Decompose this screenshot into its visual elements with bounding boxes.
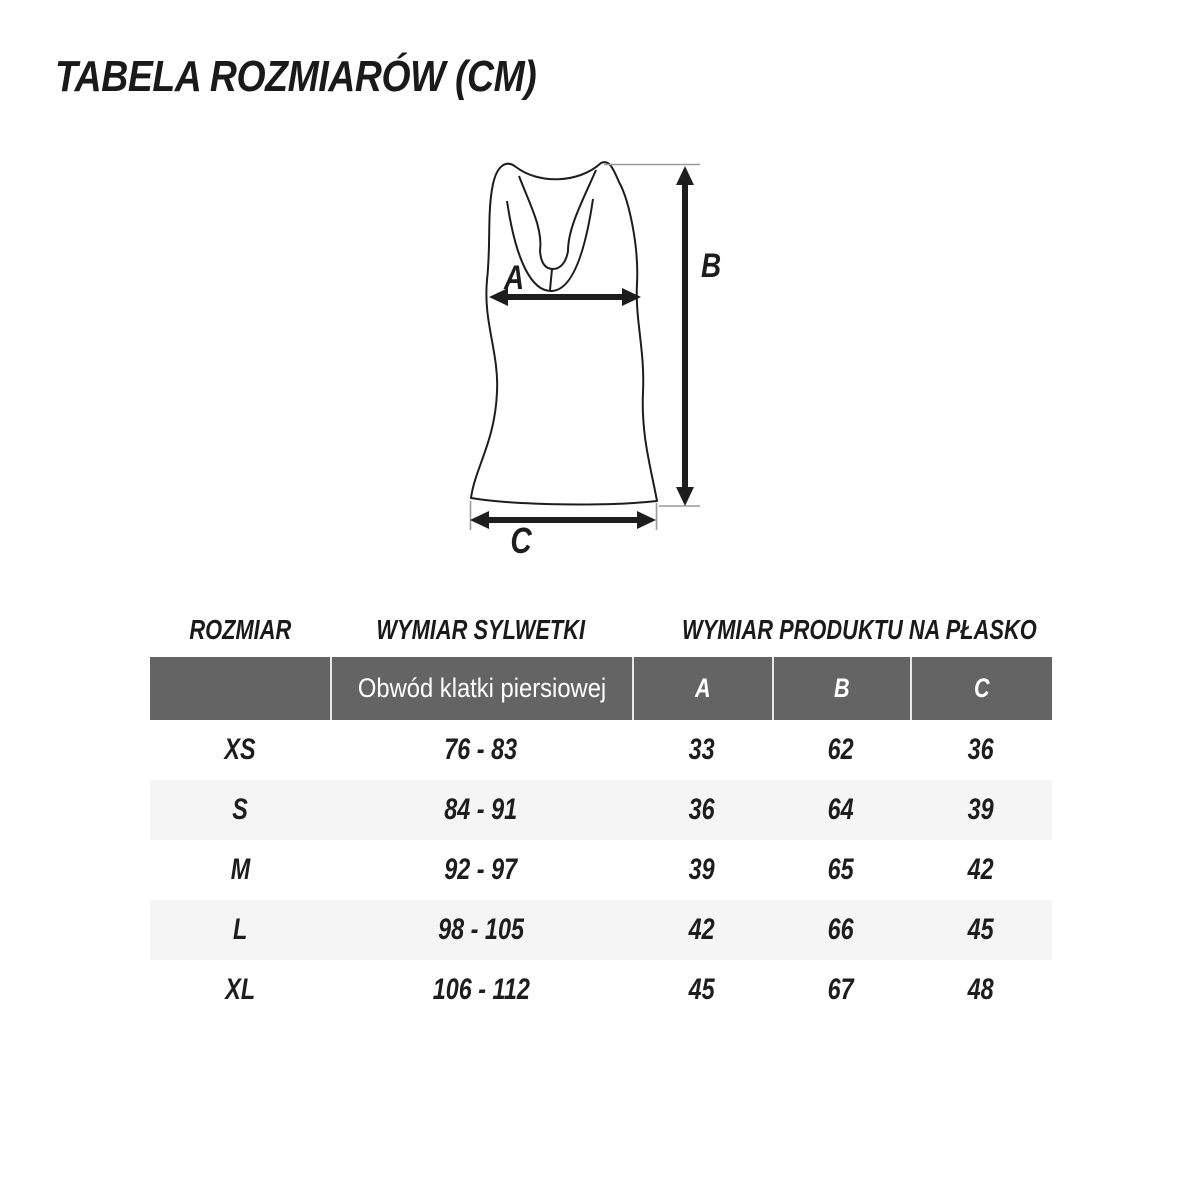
size-cell: S	[232, 793, 248, 826]
garment-outline	[471, 162, 657, 504]
measure-b-cell: 64	[827, 793, 855, 826]
size-cell: XS	[224, 733, 256, 766]
table-row-m	[150, 840, 1052, 900]
table-row-s	[150, 780, 1052, 840]
measure-a-cell: 42	[688, 913, 716, 946]
chest-range-cell: 98 - 105	[438, 913, 524, 946]
measure-b-cell: 66	[827, 913, 855, 946]
measure-a-cell: 39	[688, 853, 716, 886]
measure-c-cell: 42	[967, 853, 995, 886]
header-cell-b: B	[772, 657, 910, 720]
table-row-xs	[150, 720, 1052, 780]
chest-range-cell: 76 - 83	[444, 733, 518, 766]
table-group-header-row	[150, 612, 1052, 657]
chest-range-cell: 106 - 112	[432, 973, 530, 1006]
table-row-l	[150, 900, 1052, 960]
measure-b-cell: 67	[827, 973, 855, 1006]
size-cell: L	[232, 913, 248, 946]
header-cell-chest: Obwód klatki piersiowej	[330, 657, 632, 720]
group-header-body-measure: WYMIAR SYLWETKI	[376, 614, 586, 645]
header-cell-a: A	[632, 657, 772, 720]
diagram-label-b: B	[700, 246, 722, 285]
measure-c-cell: 36	[967, 733, 995, 766]
measure-b-cell: 65	[827, 853, 855, 886]
measure-c-cell: 45	[967, 913, 995, 946]
size-cell: XL	[225, 973, 255, 1006]
measure-a-cell: 33	[688, 733, 716, 766]
measure-b-cell: 62	[827, 733, 855, 766]
measure-c-cell: 48	[967, 973, 995, 1006]
size-table	[150, 612, 1052, 1020]
header-cell-c: C	[910, 657, 1052, 720]
table-header-row	[150, 657, 1052, 720]
table-row-xl	[150, 960, 1052, 1020]
measure-c-cell: 39	[967, 793, 995, 826]
chest-range-cell: 84 - 91	[444, 793, 518, 826]
tank-top-measurement-diagram	[430, 140, 750, 570]
measure-arrow-b	[676, 166, 694, 506]
measure-arrow-c	[470, 511, 656, 529]
chest-range-cell: 92 - 97	[444, 853, 518, 886]
measure-a-cell: 45	[688, 973, 716, 1006]
measure-a-cell: 36	[688, 793, 716, 826]
page-title: TABELA ROZMIARÓW (CM)	[55, 52, 537, 101]
diagram-label-a: A	[503, 258, 525, 297]
diagram-label-c: C	[510, 520, 532, 561]
size-cell: M	[230, 853, 250, 886]
group-header-size: ROZMIAR	[189, 614, 291, 645]
group-header-product-flat: WYMIAR PRODUKTU NA PŁASKO	[682, 614, 1037, 645]
header-cell-empty	[150, 657, 330, 720]
